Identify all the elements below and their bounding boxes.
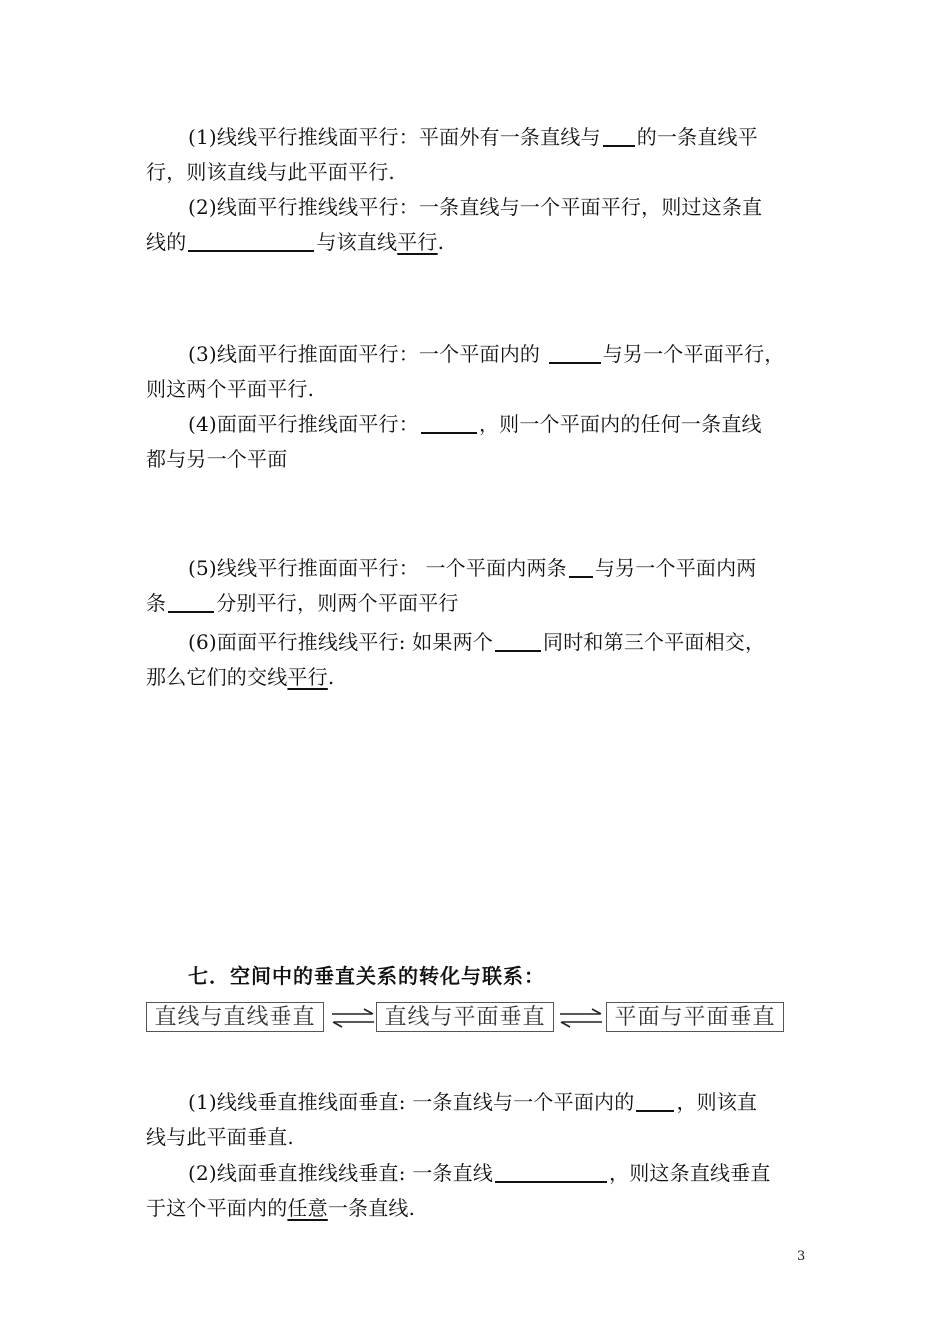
paragraph-2: (2)线面平行推线线平行：一条直线与一个平面平行，则过这条直 线的 与该直线平行. [146, 195, 763, 254]
section-heading: 七．空间中的垂直关系的转化与联系： [188, 964, 545, 988]
fill-blank[interactable] [495, 628, 541, 652]
fill-blank[interactable] [188, 228, 314, 252]
fill-blank[interactable] [569, 554, 593, 578]
fill-blank[interactable] [636, 1088, 674, 1112]
fill-blank[interactable] [549, 340, 601, 364]
perpendicular-relation-diagram [146, 1002, 796, 1036]
fill-blank[interactable] [495, 1159, 607, 1183]
bidirectional-arrow-icon [330, 1006, 376, 1030]
page-number: 3 [797, 1249, 806, 1264]
paragraph-6: (6)面面平行推线线平行: 如果两个 同时和第三个平面相交， 那么它们的交线平行. [146, 630, 766, 689]
box-line-line: 直线与直线垂直 [146, 1002, 324, 1032]
box-line-plane: 直线与平面垂直 [376, 1002, 554, 1032]
bidirectional-arrow-icon [558, 1006, 604, 1030]
paragraph-3: (3)线面平行推面面平行：一个平面内的 与另一个平面平行， 则这两个平面平行. [146, 342, 785, 401]
paragraph-7: (1)线线垂直推线面垂直: 一条直线与一个平面内的 ，则该直 线与此平面垂直. [146, 1090, 758, 1149]
paragraph-1: (1)线线平行推线面平行：平面外有一条直线与 的一条直线平 行，则该直线与此平面平行. [146, 125, 758, 184]
paragraph-5: (5)线线平行推面面平行： 一个平面内两条 与另一个平面内两 条 分别平行，则两个平面平行 [146, 556, 757, 615]
box-plane-plane: 平面与平面垂直 [606, 1002, 784, 1032]
fill-blank[interactable] [421, 410, 477, 434]
paragraph-8: (2)线面垂直推线线垂直: 一条直线 ，则这条直线垂直 于这个平面内的任意一条直线. [146, 1161, 771, 1220]
fill-blank[interactable] [168, 589, 214, 613]
fill-blank[interactable] [603, 123, 635, 147]
paragraph-4: (4)面面平行推线面平行： ，则一个平面内的任何一条直线 都与另一个平面 [146, 412, 762, 471]
